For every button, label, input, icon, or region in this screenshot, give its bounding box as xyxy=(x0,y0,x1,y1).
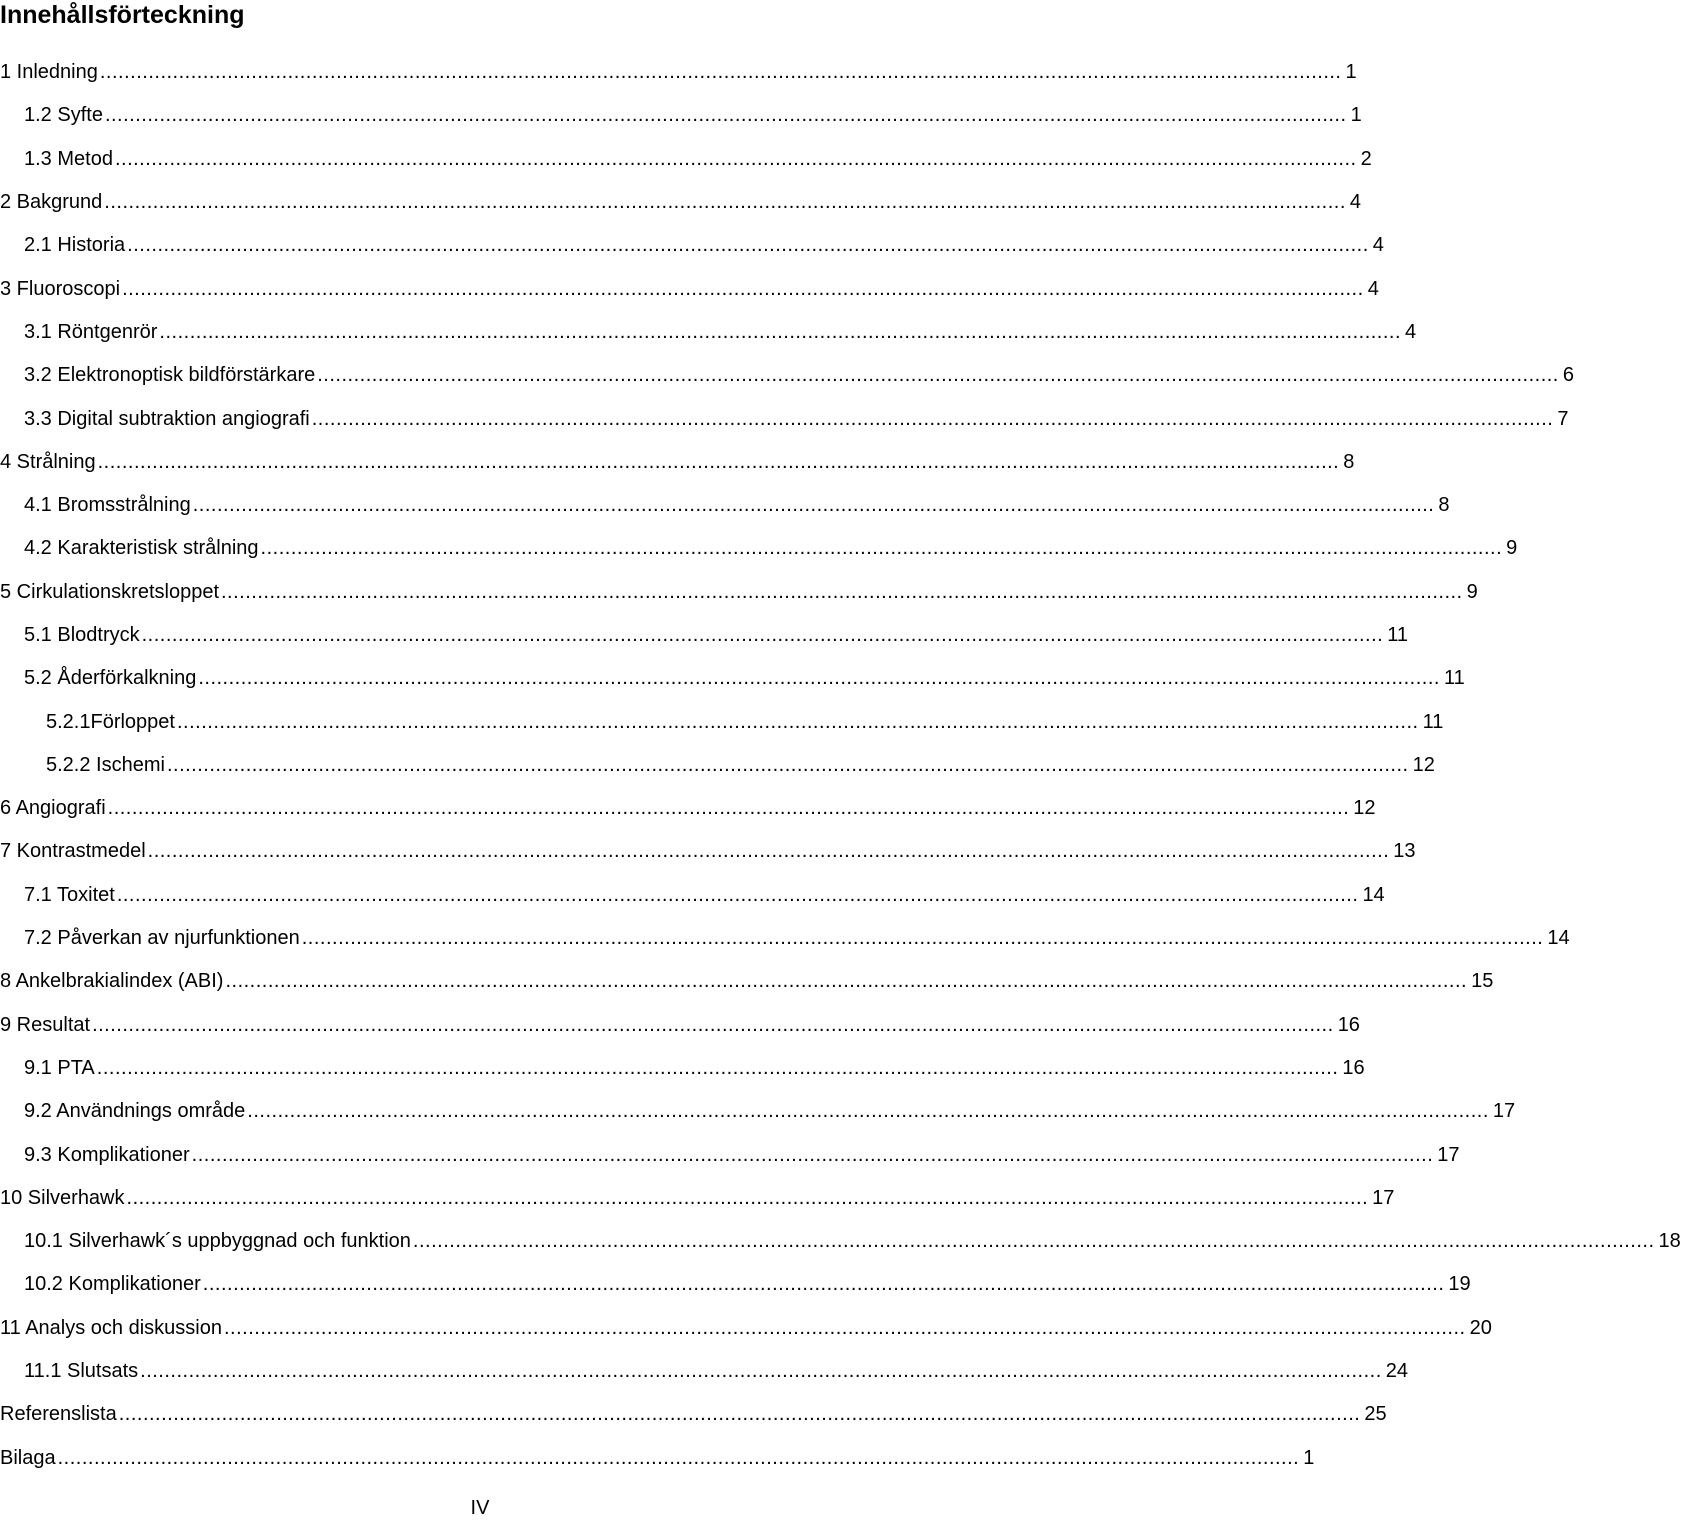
toc-entry-page-number: 15 xyxy=(1471,970,1494,993)
toc-dot-leader: ............................................................................................................................................................................................................. xyxy=(118,1403,1361,1426)
toc-entry-page-number: 9 xyxy=(1506,537,1518,560)
toc-entry-label: 5 Cirkulationskretsloppet xyxy=(0,580,219,603)
toc-entry-page-number: 20 xyxy=(1469,1316,1492,1339)
toc-entry-page-number: 12 xyxy=(1353,797,1376,820)
toc-dot-leader: ............................................................................................................................................................................................................. xyxy=(247,1100,1489,1123)
table-of-contents xyxy=(0,51,1681,1480)
toc-heading: Innehållsförteckning xyxy=(0,1,245,29)
toc-dot-leader: ............................................................................................................................................................................................................. xyxy=(221,580,1463,603)
toc-entry-label: 3.3 Digital subtraktion angiografi xyxy=(24,407,310,430)
toc-entry[interactable] xyxy=(0,484,1450,527)
toc-entry[interactable] xyxy=(0,1437,1315,1480)
toc-dot-leader: ............................................................................................................................................................................................................. xyxy=(202,1273,1445,1296)
toc-entry-page-number: 2 xyxy=(1360,147,1372,170)
toc-entry-label: 3.2 Elektronoptisk bildförstärkare xyxy=(24,364,316,387)
toc-dot-leader: ............................................................................................................................................................................................................. xyxy=(97,450,1340,473)
toc-entry-label: 9.2 Användnings område xyxy=(24,1100,246,1123)
toc-entry-page-number: 4 xyxy=(1405,320,1417,343)
toc-entry-page-number: 14 xyxy=(1547,927,1570,950)
toc-dot-leader: ............................................................................................................................................................................................................. xyxy=(116,883,1359,906)
toc-entry[interactable] xyxy=(0,1350,1409,1393)
toc-entry-label: 11.1 Slutsats xyxy=(24,1360,139,1383)
toc-dot-leader: ............................................................................................................................................................................................................. xyxy=(147,840,1390,863)
toc-dot-leader: ............................................................................................................................................................................................................. xyxy=(127,234,1369,257)
toc-entry-label: 8 Ankelbrakialindex (ABI) xyxy=(0,970,224,993)
toc-entry[interactable] xyxy=(0,787,1376,830)
toc-entry[interactable] xyxy=(0,571,1478,614)
toc-entry-label: 5.2.1Förloppet xyxy=(46,710,175,733)
toc-entry[interactable] xyxy=(0,960,1494,1003)
toc-entry-page-number: 17 xyxy=(1372,1186,1395,1209)
toc-entry-label: 3.1 Röntgenrör xyxy=(24,320,158,343)
toc-entry-label: Bilaga xyxy=(0,1446,56,1469)
toc-entry-label: 1.2 Syfte xyxy=(24,104,103,127)
toc-entry[interactable] xyxy=(0,614,1408,657)
toc-entry-page-number: 18 xyxy=(1658,1230,1681,1253)
toc-dot-leader: ............................................................................................................................................................................................................. xyxy=(107,797,1350,820)
toc-entry-page-number: 14 xyxy=(1362,883,1385,906)
toc-dot-leader: ............................................................................................................................................................................................................. xyxy=(104,104,1347,127)
toc-entry[interactable] xyxy=(0,1047,1365,1090)
toc-dot-leader: ............................................................................................................................................................................................................. xyxy=(122,277,1364,300)
toc-entry[interactable] xyxy=(0,1177,1395,1220)
toc-entry-page-number: 4 xyxy=(1367,277,1379,300)
toc-entry[interactable] xyxy=(0,224,1384,267)
toc-dot-leader: ............................................................................................................................................................................................................. xyxy=(191,1143,1434,1166)
toc-dot-leader: ............................................................................................................................................................................................................. xyxy=(126,1186,1369,1209)
toc-entry[interactable] xyxy=(0,51,1357,94)
toc-dot-leader: ............................................................................................................................................................................................................. xyxy=(176,710,1419,733)
toc-entry-page-number: 8 xyxy=(1438,494,1450,517)
toc-entry-label: 1 Inledning xyxy=(0,61,98,84)
toc-entry[interactable] xyxy=(0,917,1570,960)
toc-entry-label: 5.2 Åderförkalkning xyxy=(24,667,197,690)
toc-dot-leader: ............................................................................................................................................................................................................. xyxy=(225,970,1468,993)
toc-entry-page-number: 7 xyxy=(1557,407,1569,430)
toc-entry[interactable] xyxy=(0,441,1355,484)
toc-entry[interactable] xyxy=(0,397,1569,440)
toc-dot-leader: ............................................................................................................................................................................................................. xyxy=(223,1316,1466,1339)
toc-entry-page-number: 4 xyxy=(1349,191,1362,214)
toc-entry-label: 10.1 Silverhawk´s uppbyggnad och funktion xyxy=(24,1230,411,1253)
toc-entry[interactable] xyxy=(0,354,1574,397)
toc-entry[interactable] xyxy=(0,138,1372,181)
toc-entry-label: 7.1 Toxitet xyxy=(24,883,115,906)
page-number-footer: IV xyxy=(470,1497,490,1519)
toc-entry-page-number: 16 xyxy=(1342,1056,1365,1079)
toc-entry-label: 2.1 Historia xyxy=(24,234,126,257)
toc-entry[interactable] xyxy=(0,311,1417,354)
toc-entry-page-number: 1 xyxy=(1345,61,1357,84)
toc-dot-leader: ............................................................................................................................................................................................................. xyxy=(114,147,1357,170)
toc-entry-page-number: 17 xyxy=(1492,1100,1516,1123)
toc-entry-page-number: 25 xyxy=(1364,1403,1387,1426)
toc-dot-leader: ............................................................................................................................................................................................................. xyxy=(412,1230,1655,1253)
toc-entry-page-number: 1 xyxy=(1303,1446,1315,1469)
toc-dot-leader: ............................................................................................................................................................................................................. xyxy=(92,1013,1334,1036)
toc-entry-label: 9.3 Komplikationer xyxy=(24,1143,190,1166)
toc-entry-label: 4.2 Karakteristisk strålning xyxy=(24,537,259,560)
toc-entry-label: 2 Bakgrund xyxy=(0,191,103,214)
toc-dot-leader: ............................................................................................................................................................................................................. xyxy=(141,624,1384,646)
toc-dot-leader: ............................................................................................................................................................................................................. xyxy=(166,753,1409,776)
toc-entry-label: 11 Analys och diskussion xyxy=(0,1316,222,1339)
toc-entry[interactable] xyxy=(0,1307,1492,1350)
toc-entry[interactable] xyxy=(0,527,1518,570)
toc-entry[interactable] xyxy=(0,1220,1681,1263)
toc-entry-page-number: 16 xyxy=(1337,1013,1360,1036)
toc-entry-page-number: 9 xyxy=(1466,580,1478,603)
toc-entry-page-number: 1 xyxy=(1350,104,1362,127)
toc-entry-label: 10 Silverhawk xyxy=(0,1186,125,1209)
toc-entry-page-number: 11 xyxy=(1387,624,1408,646)
toc-entry[interactable] xyxy=(0,267,1379,310)
toc-entry-label: 4 Strålning xyxy=(0,450,96,473)
toc-entry-page-number: 8 xyxy=(1343,450,1355,473)
toc-entry-page-number: 17 xyxy=(1437,1143,1460,1166)
toc-dot-leader: ............................................................................................................................................................................................................. xyxy=(311,407,1554,430)
toc-entry-label: 7 Kontrastmedel xyxy=(0,840,146,863)
toc-entry[interactable] xyxy=(0,830,1416,873)
toc-dot-leader: ............................................................................................................................................................................................................. xyxy=(96,1056,1339,1079)
toc-dot-leader: ............................................................................................................................................................................................................. xyxy=(57,1446,1300,1469)
toc-entry-label: 4.1 Bromsstrålning xyxy=(24,494,191,517)
toc-entry[interactable] xyxy=(0,1263,1471,1306)
toc-entry[interactable] xyxy=(0,181,1362,224)
toc-entry[interactable] xyxy=(0,1133,1460,1176)
toc-entry-label: Referenslista xyxy=(0,1403,117,1426)
toc-entry-page-number: 11 xyxy=(1443,667,1465,690)
toc-entry-label: 7.2 Påverkan av njurfunktionen xyxy=(24,927,300,950)
toc-entry[interactable] xyxy=(0,94,1362,137)
toc-entry-label: 6 Angiografi xyxy=(0,797,106,820)
toc-entry-page-number: 19 xyxy=(1448,1273,1471,1296)
toc-entry-label: 3 Fluoroscopi xyxy=(0,277,121,300)
toc-dot-leader: ............................................................................................................................................................................................................. xyxy=(159,320,1402,343)
toc-dot-leader: ............................................................................................................................................................................................................. xyxy=(140,1360,1382,1383)
toc-entry-label: 5.2.2 Ischemi xyxy=(46,753,165,776)
toc-entry-page-number: 6 xyxy=(1562,364,1574,387)
toc-dot-leader: ............................................................................................................................................................................................................. xyxy=(99,61,1342,84)
toc-entry[interactable] xyxy=(0,700,1444,743)
toc-dot-leader: ............................................................................................................................................................................................................. xyxy=(192,494,1435,517)
toc-entry[interactable] xyxy=(0,1004,1360,1047)
toc-entry-page-number: 11 xyxy=(1422,710,1444,733)
toc-entry[interactable] xyxy=(0,744,1435,787)
toc-entry-label: 1.3 Metod xyxy=(24,147,113,170)
toc-entry-page-number: 24 xyxy=(1385,1360,1409,1383)
toc-entry[interactable] xyxy=(0,1090,1516,1133)
toc-entry-label: 9.1 PTA xyxy=(24,1056,95,1079)
toc-dot-leader: ............................................................................................................................................................................................................. xyxy=(317,364,1559,387)
toc-entry[interactable] xyxy=(0,874,1385,917)
toc-dot-leader: ............................................................................................................................................................................................................. xyxy=(260,537,1503,560)
toc-dot-leader: ............................................................................................................................................................................................................. xyxy=(198,667,1440,690)
toc-entry[interactable] xyxy=(0,1393,1387,1436)
toc-entry-page-number: 12 xyxy=(1412,753,1435,776)
toc-entry-page-number: 13 xyxy=(1393,840,1416,863)
toc-entry-label: 5.1 Blodtryck xyxy=(24,624,140,646)
toc-entry-label: 9 Resultat xyxy=(0,1013,91,1036)
toc-entry-page-number: 4 xyxy=(1372,234,1384,257)
toc-entry-label: 10.2 Komplikationer xyxy=(24,1273,201,1296)
toc-entry[interactable] xyxy=(0,657,1465,700)
toc-dot-leader: ............................................................................................................................................................................................................. xyxy=(104,191,1346,214)
toc-dot-leader: ............................................................................................................................................................................................................. xyxy=(301,927,1544,950)
